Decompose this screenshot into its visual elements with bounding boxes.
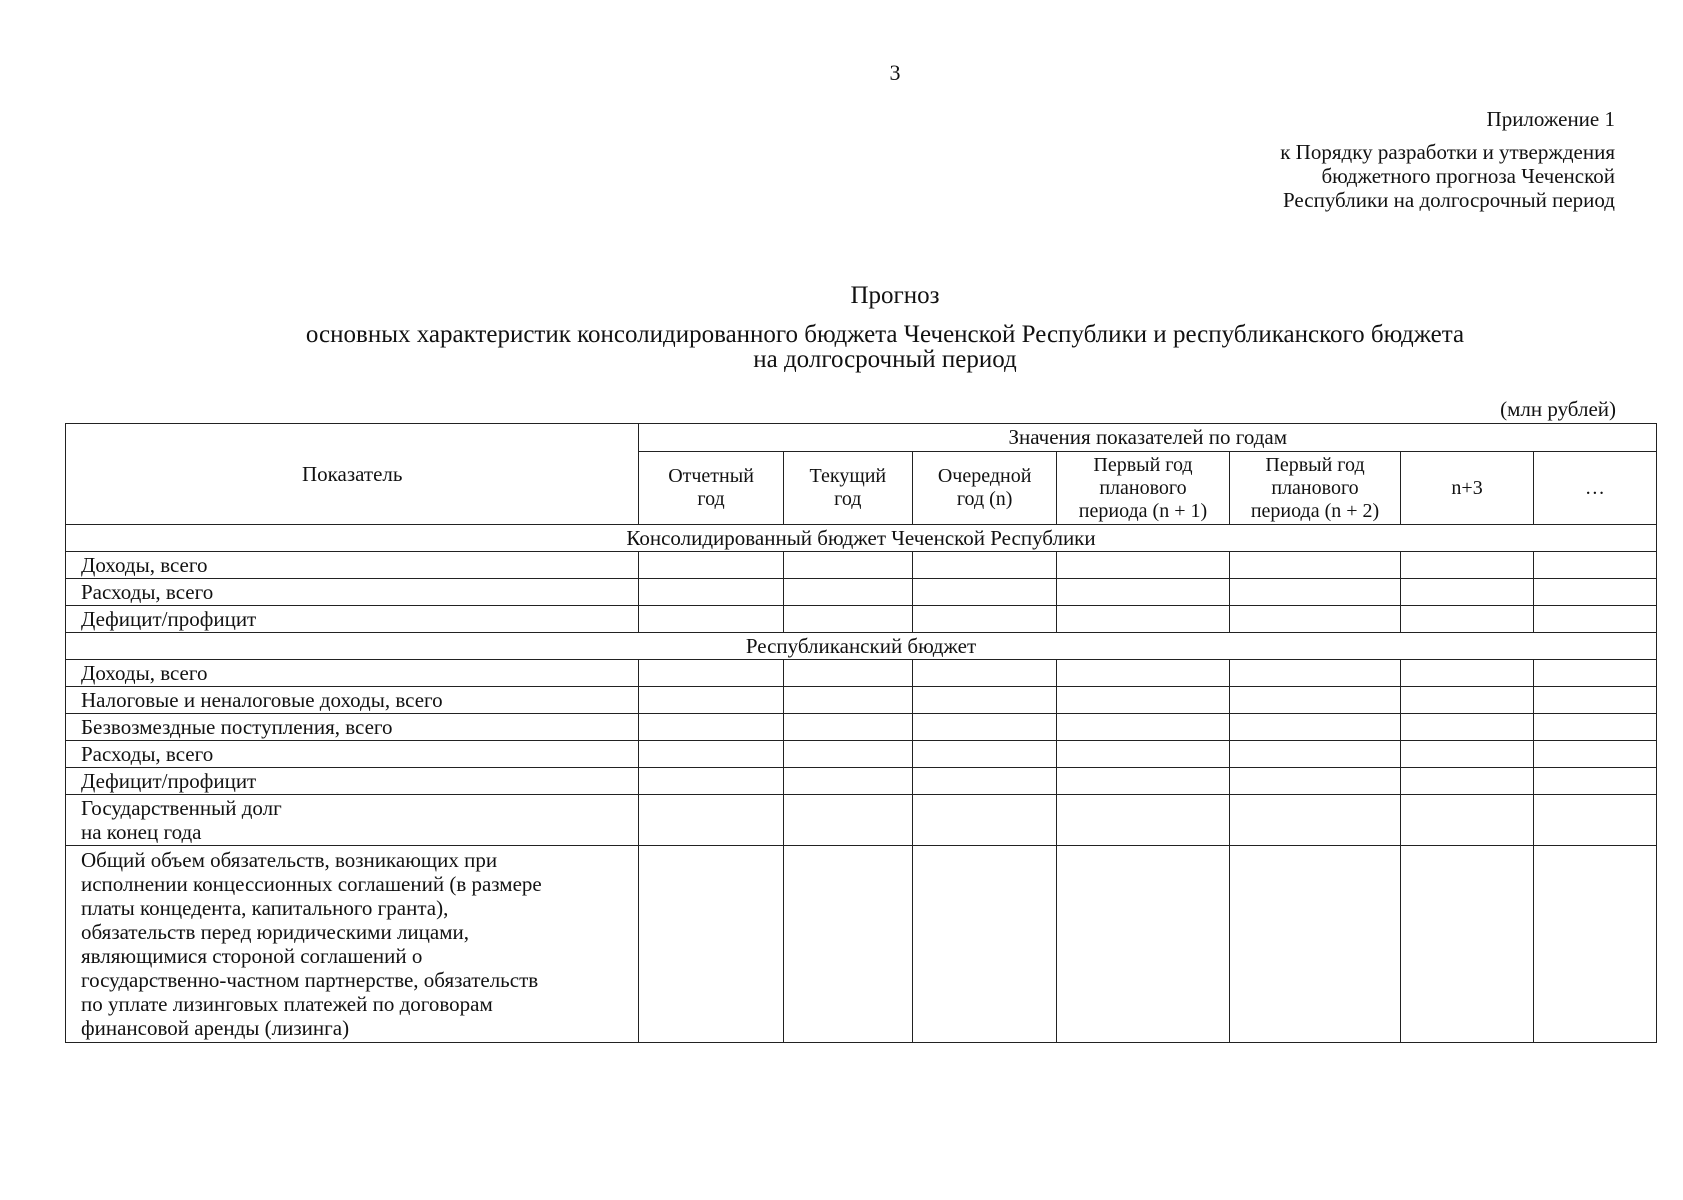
value-cell[interactable] [1057, 606, 1230, 633]
section-row [66, 525, 1657, 552]
column-header: Отчетный год [639, 452, 783, 525]
value-cell[interactable] [1401, 660, 1534, 687]
value-cell[interactable] [1533, 606, 1656, 633]
value-cell[interactable] [913, 579, 1057, 606]
value-cell[interactable] [783, 768, 912, 795]
value-cell[interactable] [783, 795, 912, 846]
value-cell[interactable] [639, 687, 783, 714]
table-row [66, 687, 1657, 714]
value-cell[interactable] [913, 660, 1057, 687]
value-cell[interactable] [783, 714, 912, 741]
document-title: Прогноз [850, 282, 940, 309]
value-cell[interactable] [913, 552, 1057, 579]
value-cell[interactable] [1229, 768, 1401, 795]
value-cell[interactable] [913, 741, 1057, 768]
appendix-line: Республики на долгосрочный период [1283, 188, 1615, 212]
value-cell[interactable] [639, 795, 783, 846]
column-header: Первый год планового периода (n + 1) [1057, 452, 1230, 525]
row-label: Налоговые и неналоговые доходы, всего [66, 687, 639, 714]
section-title: Консолидированный бюджет Чеченской Республики [66, 525, 1657, 552]
section-title: Республиканский бюджет [66, 633, 1657, 660]
table-row [66, 795, 1657, 846]
value-cell[interactable] [639, 714, 783, 741]
value-cell[interactable] [783, 741, 912, 768]
value-cell[interactable] [1401, 741, 1534, 768]
appendix-line: к Порядку разработки и утверждения [1280, 140, 1615, 164]
value-cell[interactable] [639, 606, 783, 633]
value-cell[interactable] [913, 768, 1057, 795]
column-header: Очередной год (n) [913, 452, 1057, 525]
value-cell[interactable] [1229, 606, 1401, 633]
value-cell[interactable] [1401, 768, 1534, 795]
value-cell[interactable] [1401, 714, 1534, 741]
value-cell[interactable] [1533, 714, 1656, 741]
value-cell[interactable] [1401, 846, 1534, 1043]
value-cell[interactable] [1533, 552, 1656, 579]
subtitle-line-2: на долгосрочный период [753, 346, 1017, 373]
section-row [66, 633, 1657, 660]
value-cell[interactable] [639, 846, 783, 1043]
values-header: Значения показателей по годам [639, 424, 1657, 452]
value-cell[interactable] [1057, 687, 1230, 714]
value-cell[interactable] [1229, 552, 1401, 579]
value-cell[interactable] [913, 714, 1057, 741]
appendix-title: Приложение 1 [1486, 107, 1615, 131]
page-number: 3 [889, 60, 901, 85]
table-row [66, 606, 1657, 633]
value-cell[interactable] [639, 552, 783, 579]
row-label: Общий объем обязательств, возникающих при исполнении концессионных соглашений (в размере платы концедента, капитального гранта), обязательств перед юридическими лицами, являющимися стороной соглашений о государственно-частном партнерстве, обязательств по уплате лизинговых платежей по договорам финансовой аренды (лизинга) [66, 846, 639, 1043]
value-cell[interactable] [913, 795, 1057, 846]
row-label: Доходы, всего [66, 552, 639, 579]
value-cell[interactable] [783, 660, 912, 687]
appendix-block [1280, 107, 1615, 212]
value-cell[interactable] [639, 768, 783, 795]
value-cell[interactable] [783, 552, 912, 579]
table-row [66, 660, 1657, 687]
row-label: Государственный долг на конец года [66, 795, 639, 846]
table-row [66, 714, 1657, 741]
value-cell[interactable] [913, 606, 1057, 633]
value-cell[interactable] [1057, 579, 1230, 606]
value-cell[interactable] [1057, 714, 1230, 741]
value-cell[interactable] [1401, 606, 1534, 633]
value-cell[interactable] [783, 606, 912, 633]
value-cell[interactable] [913, 687, 1057, 714]
value-cell[interactable] [1229, 846, 1401, 1043]
value-cell[interactable] [1401, 795, 1534, 846]
value-cell[interactable] [1533, 846, 1656, 1043]
row-label: Дефицит/профицит [66, 606, 639, 633]
indicator-header: Показатель [66, 424, 639, 525]
value-cell[interactable] [1533, 741, 1656, 768]
units-label: (млн рублей) [1500, 397, 1616, 421]
value-cell[interactable] [1533, 768, 1656, 795]
value-cell[interactable] [783, 579, 912, 606]
value-cell[interactable] [1229, 660, 1401, 687]
forecast-table [65, 423, 1657, 1043]
subtitle-line-1: основных характеристик консолидированного бюджета Чеченской Республики и республиканского бюджета [305, 321, 1465, 348]
table-row [66, 741, 1657, 768]
appendix-line: бюджетного прогноза Чеченской [1321, 164, 1615, 188]
column-header: n+3 [1401, 452, 1534, 525]
value-cell[interactable] [1229, 714, 1401, 741]
table-row [66, 846, 1657, 1043]
value-cell[interactable] [1057, 552, 1230, 579]
table-row [66, 552, 1657, 579]
value-cell[interactable] [1057, 795, 1230, 846]
value-cell[interactable] [1533, 795, 1656, 846]
value-cell[interactable] [783, 687, 912, 714]
value-cell[interactable] [639, 579, 783, 606]
row-label: Доходы, всего [66, 660, 639, 687]
value-cell[interactable] [639, 660, 783, 687]
value-cell[interactable] [639, 741, 783, 768]
value-cell[interactable] [1533, 660, 1656, 687]
row-label: Расходы, всего [66, 741, 639, 768]
value-cell[interactable] [1401, 687, 1534, 714]
value-cell[interactable] [1229, 687, 1401, 714]
header-row-1 [66, 424, 1657, 452]
document-subtitle [205, 322, 1565, 372]
value-cell[interactable] [1057, 660, 1230, 687]
value-cell[interactable] [1229, 795, 1401, 846]
row-label: Расходы, всего [66, 579, 639, 606]
value-cell[interactable] [1401, 579, 1534, 606]
value-cell[interactable] [783, 846, 912, 1043]
value-cell[interactable] [1057, 768, 1230, 795]
table-row [66, 768, 1657, 795]
column-header: Первый год планового периода (n + 2) [1229, 452, 1401, 525]
value-cell[interactable] [1533, 687, 1656, 714]
value-cell[interactable] [1229, 741, 1401, 768]
column-header: Текущий год [783, 452, 912, 525]
value-cell[interactable] [1057, 846, 1230, 1043]
row-label: Дефицит/профицит [66, 768, 639, 795]
value-cell[interactable] [913, 846, 1057, 1043]
row-label: Безвозмездные поступления, всего [66, 714, 639, 741]
column-header: … [1533, 452, 1656, 525]
value-cell[interactable] [1229, 579, 1401, 606]
table-row [66, 579, 1657, 606]
value-cell[interactable] [1401, 552, 1534, 579]
value-cell[interactable] [1533, 579, 1656, 606]
value-cell[interactable] [1057, 741, 1230, 768]
